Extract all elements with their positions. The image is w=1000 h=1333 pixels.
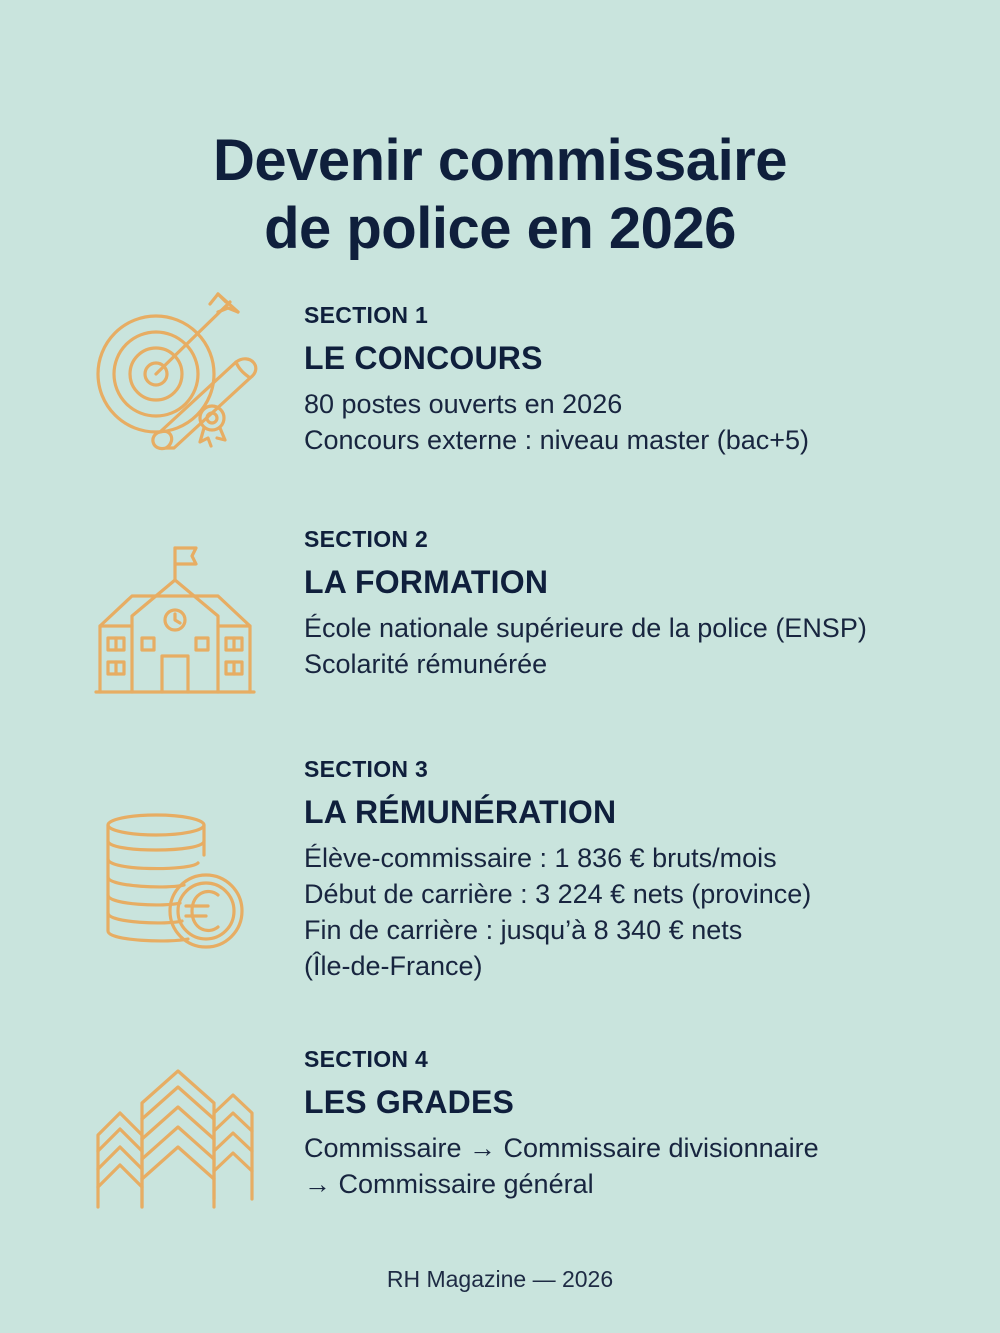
section-kicker: SECTION 2 bbox=[304, 526, 429, 552]
section-lines bbox=[304, 610, 964, 682]
section-remuneration bbox=[0, 754, 1000, 981]
section-kicker: SECTION 3 bbox=[304, 756, 429, 782]
section-text bbox=[304, 524, 964, 682]
section-line: Commissaire → Commissaire divisionnaire bbox=[304, 1133, 819, 1163]
chevron-ranks-icon bbox=[90, 1044, 260, 1224]
section-line: → Commissaire général bbox=[304, 1169, 594, 1199]
section-lines bbox=[304, 840, 964, 984]
section-line: 80 postes ouverts en 2026 bbox=[304, 389, 623, 419]
section-grades bbox=[0, 1044, 1000, 1264]
euro-coins-icon bbox=[90, 798, 260, 978]
section-lines bbox=[304, 1130, 964, 1202]
section-text bbox=[304, 1044, 964, 1202]
section-line: (Île-de-France) bbox=[304, 951, 483, 981]
section-line: Début de carrière : 3 224 € nets (province) bbox=[304, 879, 812, 909]
title-line-2: de police en 2026 bbox=[264, 195, 736, 261]
section-heading: LE CONCOURS bbox=[304, 340, 543, 376]
footer-credit: RH Magazine — 2026 bbox=[386, 1266, 614, 1292]
section-heading: LA FORMATION bbox=[304, 564, 549, 600]
section-line: École nationale supérieure de la police (ENSP) bbox=[304, 613, 867, 643]
section-line: Concours externe : niveau master (bac+5) bbox=[304, 425, 809, 455]
section-text bbox=[304, 300, 964, 458]
section-text bbox=[304, 754, 964, 984]
page-title bbox=[0, 127, 1000, 263]
school-building-icon bbox=[90, 534, 260, 714]
section-line: Fin de carrière : jusqu’à 8 340 € nets bbox=[304, 915, 743, 945]
target-diploma-icon bbox=[90, 290, 260, 470]
section-kicker: SECTION 4 bbox=[304, 1046, 429, 1072]
section-formation bbox=[0, 524, 1000, 744]
section-concours bbox=[0, 300, 1000, 520]
section-kicker: SECTION 1 bbox=[304, 302, 429, 328]
title-line-1: Devenir commissaire bbox=[212, 127, 788, 193]
section-lines bbox=[304, 386, 964, 458]
section-heading: LA RÉMUNÉRATION bbox=[304, 794, 617, 830]
section-line: Scolarité rémunérée bbox=[304, 649, 548, 679]
section-line: Élève-commissaire : 1 836 € bruts/mois bbox=[304, 843, 777, 873]
section-heading: LES GRADES bbox=[304, 1084, 515, 1120]
